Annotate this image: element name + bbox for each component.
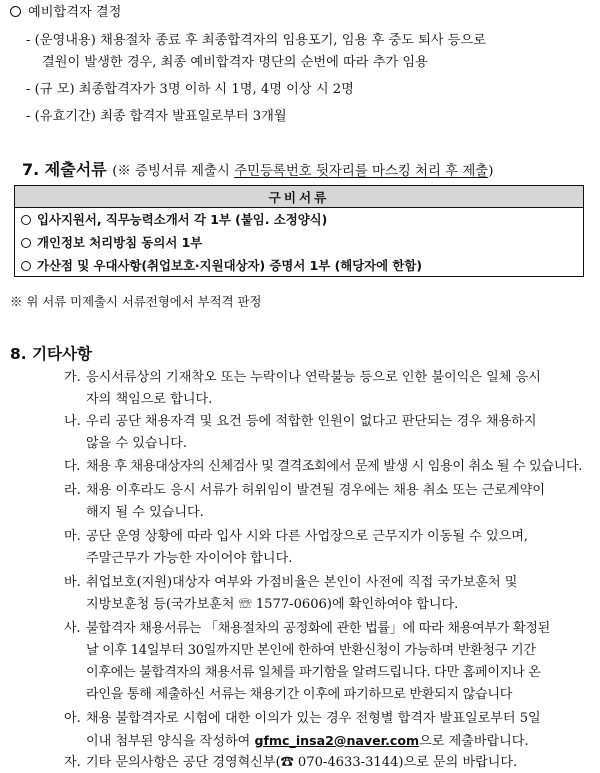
- item-sa-cont-1: 날 이후 14일부터 30일까지만 본인에 한하여 반환신청이 가능하며 반환청구 기간: [86, 643, 536, 658]
- item-ba: 바. 취업보호(지원)대상자 여부와 가점비율은 본인이 사전에 직접 국가보훈처 및: [64, 575, 518, 590]
- reserve-line-2: 결원이 발생한 경우, 최종 예비합격자 명단의 순번에 따라 추가 임용: [42, 55, 428, 70]
- item-a-cont: 이내 첨부된 양식을 작성하여 gfmc_insa2@naver.com으로 제출바랍니다.: [86, 733, 529, 749]
- item-na-cont: 않을 수 있습니다.: [86, 436, 188, 451]
- required-documents-table: [14, 185, 584, 277]
- reserve-line-4: - (유효기간) 최종 합격자 발표일로부터 3개월: [26, 109, 287, 124]
- table-header: 구비서류: [15, 186, 584, 208]
- reserve-line-3: - (규 모) 최종합격자가 3명 이하 시 1명, 4명 이상 시 2명: [26, 82, 354, 97]
- item-ra: 라. 채용 이후라도 응시 서류가 허위임이 발견될 경우에는 채용 취소 또는 근로계약이: [64, 483, 546, 498]
- table-row: 입사지원서, 직무능력소개서 각 1부 (붙임. 소정양식): [15, 208, 584, 231]
- item-ga-cont: 자의 책임으로 합니다.: [86, 392, 213, 407]
- circle-bullet-icon: [21, 238, 31, 248]
- section8-heading: 8. 기타사항: [10, 345, 92, 363]
- circle-bullet-icon: [21, 261, 31, 271]
- item-ma-cont: 주말근무가 가능한 자이어야 합니다.: [86, 551, 293, 566]
- section7-heading: 7. 제출서류 (※ 증빙서류 제출시 주민등록번호 뒷자리를 마스킹 처리 후 제출): [22, 160, 494, 179]
- item-a: 아. 채용 불합격자로 시험에 대한 이의가 있는 경우 전형별 합격자 발표일로부터 5일: [64, 711, 541, 726]
- item-ma: 마. 공단 운영 상황에 따라 입사 시와 다른 사업장으로 근무지가 이동될 수 있으며,: [64, 529, 529, 544]
- item-na: 나. 우리 공단 채용자격 및 요건 등에 적합한 인원이 없다고 판단되는 경우 채용하지: [64, 414, 537, 429]
- circle-bullet-icon: [10, 6, 21, 17]
- section7-footnote: ※ 위 서류 미제출시 서류전형에서 부적격 판정: [10, 294, 262, 309]
- table-row: 가산점 및 우대사항(취업보호·지원대상자) 증명서 1부 (해당자에 한함): [15, 254, 584, 277]
- item-sa-cont-2: 이후에는 불합격자의 채용서류 일체를 파기함을 알려드립니다. 다만 홈페이지나 온: [86, 665, 541, 680]
- item-ba-cont: 지방보훈청 등(국가보훈처 ☏ 1577-0606)에 확인하여야 합니다.: [86, 597, 459, 612]
- reserve-title: 예비합격자 결정: [10, 2, 121, 24]
- item-sa: 사. 불합격자 채용서류는 「채용절차의 공정화에 관한 법률」에 따라 채용여부가 확정된: [64, 621, 550, 636]
- item-da: 다. 채용 후 채용대상자의 신체검사 및 결격조회에서 문제 발생 시 임용이 취소 될 수 있습니다.: [64, 459, 583, 474]
- section7-note: (※ 증빙서류 제출시 주민등록번호 뒷자리를 마스킹 처리 후 제출): [112, 164, 494, 179]
- table-row: 개인정보 처리방침 동의서 1부: [15, 231, 584, 254]
- item-ra-cont: 해지 될 수 있습니다.: [86, 505, 204, 520]
- item-ga: 가. 응시서류상의 기재착오 또는 누락이나 연락불능 등으로 인한 불이익은 일체 응시: [64, 370, 541, 385]
- contact-email-link[interactable]: gfmc_insa2@naver.com: [254, 733, 420, 748]
- item-ja: 자. 기타 문의사항은 공단 경영혁신부(☎ 070-4633-3144)으로 문의 바랍니다.: [64, 755, 518, 770]
- item-sa-cont-3: 라인을 통해 제출하신 서류는 채용기간 이후에 파기하므로 반환되지 않습니다: [86, 687, 513, 702]
- reserve-line-1: - (운영내용) 채용절차 종료 후 최종합격자의 임용포기, 임용 후 중도 퇴사 등으로: [26, 33, 486, 48]
- circle-bullet-icon: [21, 215, 31, 225]
